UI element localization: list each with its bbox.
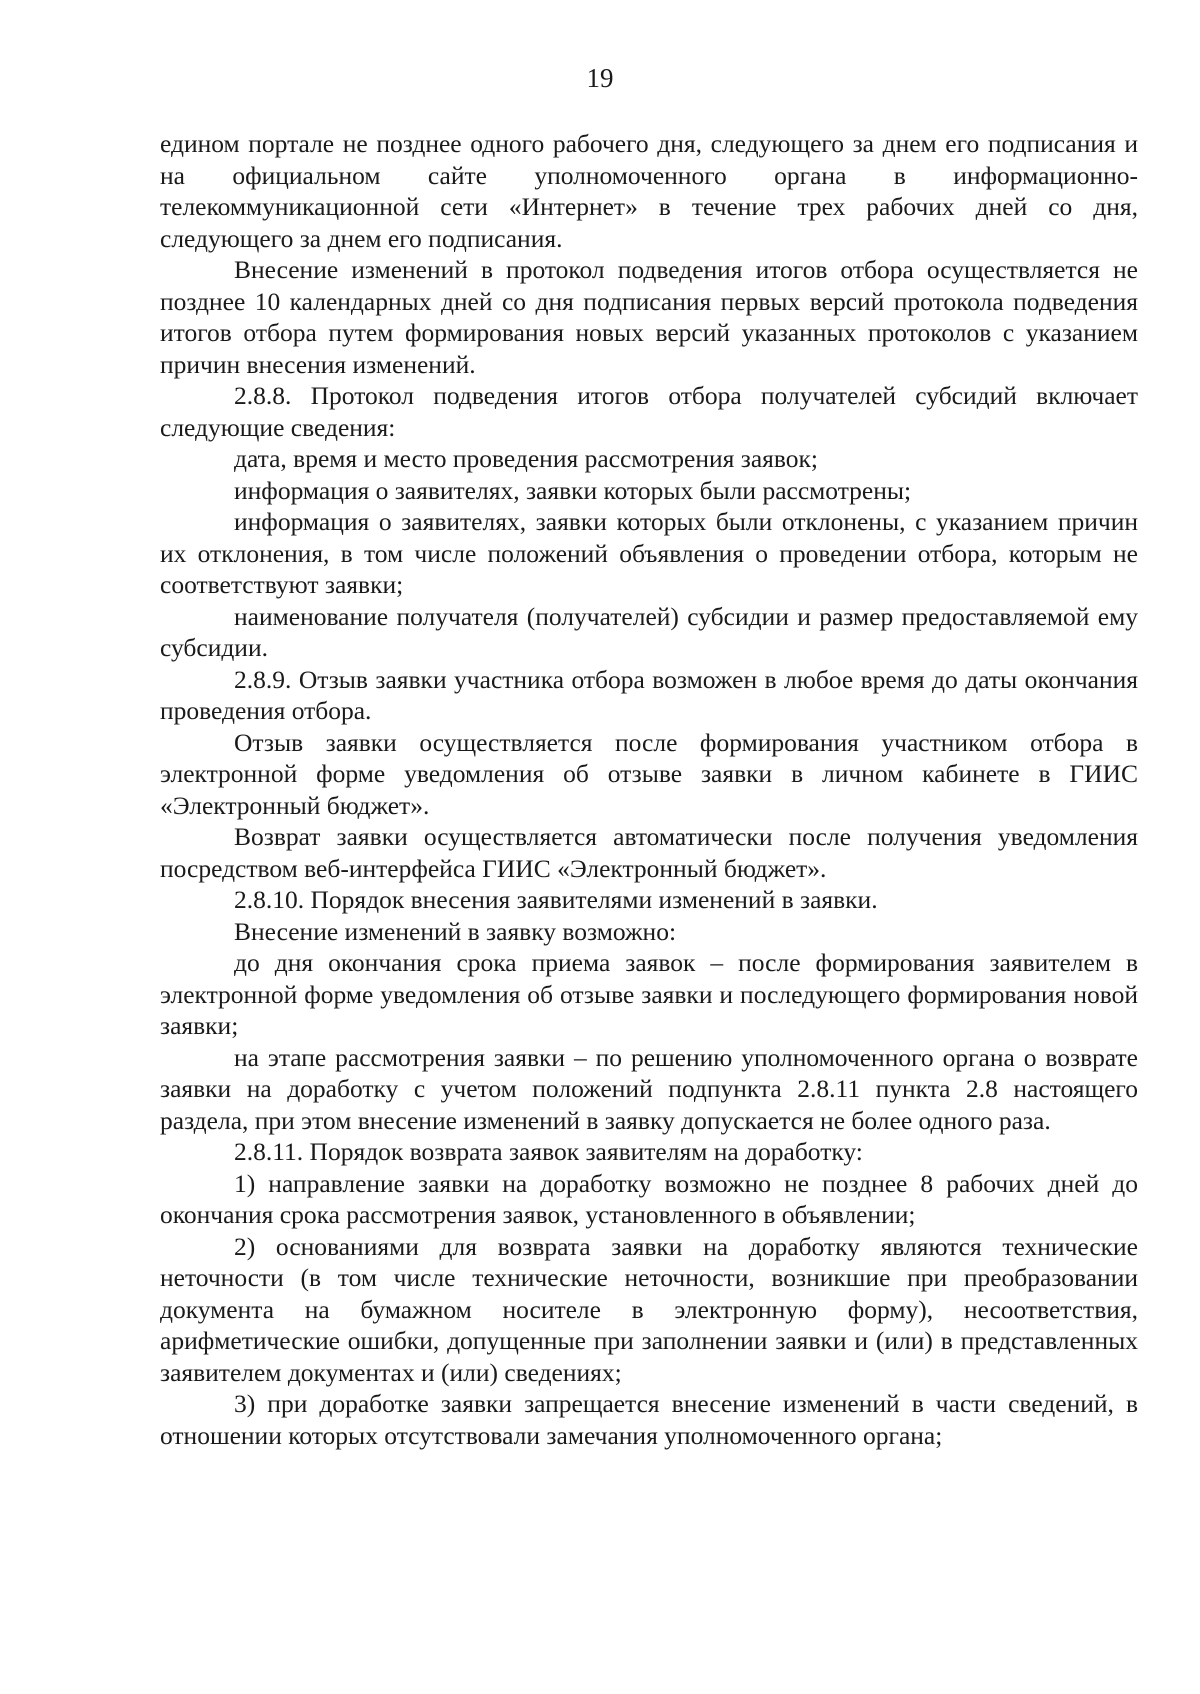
list-item-date-time-place: дата, время и место проведения рассмотрения заявок; bbox=[234, 444, 818, 473]
paragraph-2-8-9: 2.8.9. Отзыв заявки участника отбора возможен в любое время до даты окончания проведения отбора. bbox=[160, 664, 1138, 725]
page-number: 19 bbox=[586, 63, 614, 93]
list-item-2: 2) основаниями для возврата заявки на доработку являются технические неточности (в том числе технические неточности, возникшие при преобразовании документа на бумажном носителе в электронную форму), несоответствия, арифметические ошибки, допущенные при заполнении заявки и (или) в представленных заявителем документах и (или) сведениях; bbox=[160, 1231, 1138, 1387]
paragraph-review-stage: на этапе рассмотрения заявки – по решению уполномоченного органа о возврате заявки на доработку с учетом положений подпункта 2.8.11 пункта 2.8 настоящего раздела, при этом внесение изменений в заявку допускается не более одного раза. bbox=[160, 1042, 1138, 1135]
paragraph-continuation: едином портале не позднее одного рабочего дня, следующего за днем его подписания и на официальном сайте уполномоченного органа в информационно-телекоммуникационной сети «Интернет» в течение трех рабочих дней со дня, следующего за днем его подписания. bbox=[160, 129, 1138, 253]
paragraph-changes-possible: Внесение изменений в заявку возможно: bbox=[234, 916, 677, 946]
list-item-3: 3) при доработке заявки запрещается внесение изменений в части сведений, в отношении которых отсутствовали замечания уполномоченного органа; bbox=[160, 1389, 1138, 1450]
paragraph-2-8-11: 2.8.11. Порядок возврата заявок заявителям на доработку: bbox=[234, 1137, 863, 1166]
list-item-1: 1) направление заявки на доработку возможно не позднее 8 рабочих дней до окончания срока рассмотрения заявок, установленного в объявлении; bbox=[160, 1168, 1138, 1229]
paragraph-protocol-changes: Внесение изменений в протокол подведения итогов отбора осуществляется не позднее 10 календарных дней со дня подписания первых версий протокола подведения итогов отбора путем формирования новых версий указанных протоколов с указанием причин внесения изменений. bbox=[160, 255, 1138, 379]
body-text bbox=[160, 128, 1138, 1451]
list-item-reviewed-applicants: информация о заявителях, заявки которых были рассмотрены; bbox=[234, 475, 912, 505]
paragraph-2-8-10: 2.8.10. Порядок внесения заявителями изменений в заявки. bbox=[234, 885, 878, 914]
list-item-rejected-applicants: информация о заявителях, заявки которых были отклонены, с указанием причин их отклонения, в том числе положений объявления о проведении отбора, которым не соответствуют заявки; bbox=[160, 507, 1138, 599]
paragraph-withdrawal: Отзыв заявки осуществляется после формирования участником отбора в электронной форме уведомления об отзыве заявки в личном кабинете в ГИИС «Электронный бюджет». bbox=[160, 727, 1138, 820]
list-item-recipient-subsidy: наименование получателя (получателей) субсидии и размер предоставляемой ему субсидии. bbox=[160, 601, 1138, 662]
paragraph-2-8-8: 2.8.8. Протокол подведения итогов отбора получателей субсидий включает следующие сведения: bbox=[160, 381, 1138, 442]
paragraph-before-deadline: до дня окончания срока приема заявок – после формирования заявителем в электронной форме уведомления об отзыве заявки и последующего формирования новой заявки; bbox=[160, 948, 1138, 1040]
paragraph-return: Возврат заявки осуществляется автоматически после получения уведомления посредством веб-интерфейса ГИИС «Электронный бюджет». bbox=[160, 822, 1138, 883]
